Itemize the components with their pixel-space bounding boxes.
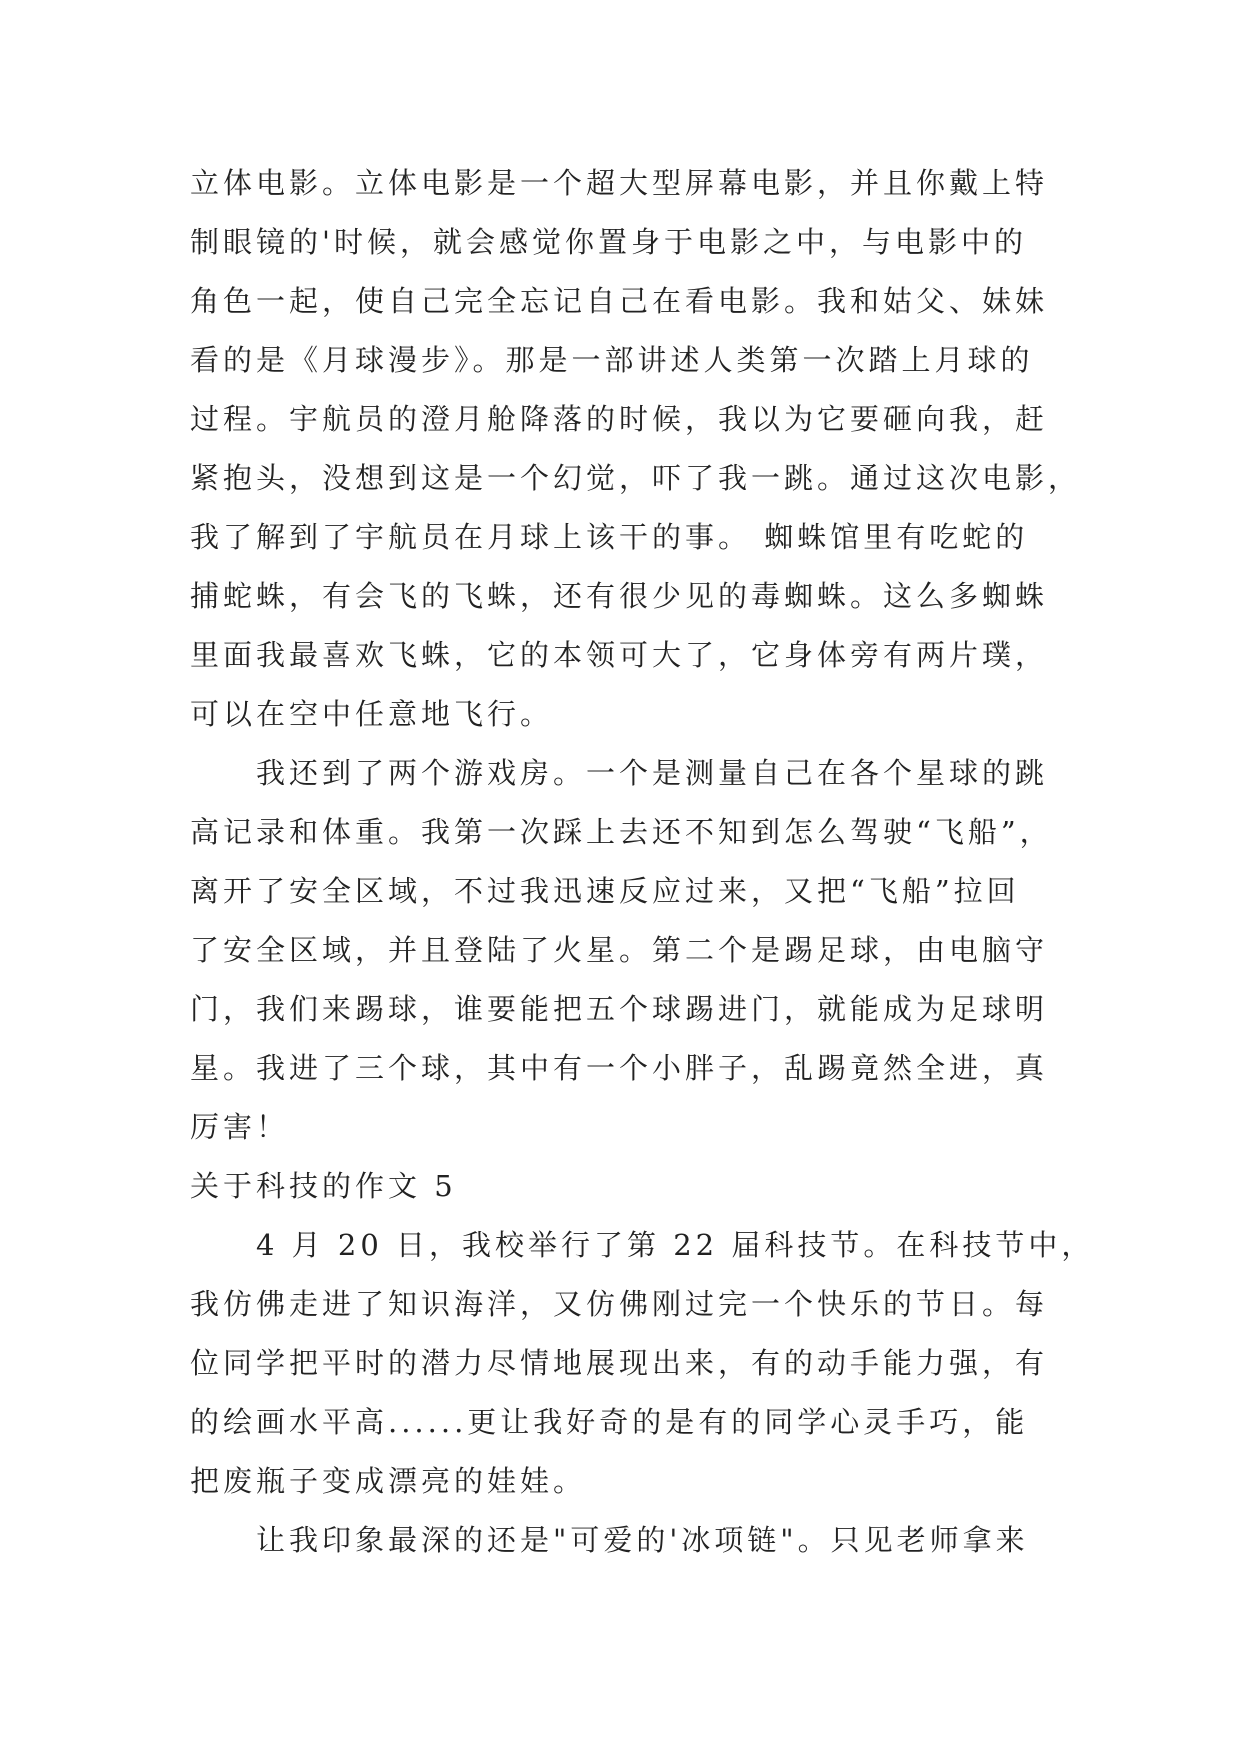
- text-line: 看的是《月球漫步》。那是一部讲述人类第一次踏上月球的: [190, 343, 1034, 377]
- text-line: 位同学把平时的潜力尽情地展现出来，有的动手能力强，有: [190, 1346, 1049, 1380]
- text-line: 的绘画水平高......更让我好奇的是有的同学心灵手巧，能: [190, 1405, 1029, 1439]
- section-heading: 关于科技的作文 5: [190, 1169, 457, 1203]
- text-line: 我了解到了宇航员在月球上该干的事。 蜘蛛馆里有吃蛇的: [190, 520, 1029, 554]
- text-line: 4 月 20 日，我校举行了第 22 届科技节。在科技节中，: [256, 1228, 1095, 1262]
- text-line: 我仿佛走进了知识海洋，又仿佛刚过完一个快乐的节日。每: [190, 1287, 1049, 1321]
- text-line: 高记录和体重。我第一次踩上去还不知到怎么驾驶“飞船”，: [190, 815, 1053, 849]
- text-line: 捕蛇蛛，有会飞的飞蛛，还有很少见的毒蜘蛛。这么多蜘蛛: [190, 579, 1049, 613]
- text-line: 离开了安全区域，不过我迅速反应过来，又把“飞船”拉回: [190, 874, 1020, 908]
- text-line: 可以在空中任意地飞行。: [190, 697, 554, 731]
- text-line: 里面我最喜欢飞蛛，它的本领可大了，它身体旁有两片璞，: [190, 638, 1049, 672]
- text-line: 了安全区域，并且登陆了火星。第二个是踢足球，由电脑守: [190, 933, 1049, 967]
- text-line: 把废瓶子变成漂亮的娃娃。: [190, 1464, 587, 1498]
- text-line: 门，我们来踢球，谁要能把五个球踢进门，就能成为足球明: [190, 992, 1049, 1026]
- text-line: 制眼镜的'时候，就会感觉你置身于电影之中，与电影中的: [190, 225, 1027, 259]
- text-line: 星。我进了三个球，其中有一个小胖子，乱踢竟然全进，真: [190, 1051, 1049, 1085]
- text-line: 我还到了两个游戏房。一个是测量自己在各个星球的跳: [256, 756, 1049, 790]
- essay-body: [190, 154, 1095, 1570]
- text-line: 角色一起，使自己完全忘记自己在看电影。我和姑父、妹妹: [190, 284, 1049, 318]
- text-line: 厉害！: [190, 1110, 290, 1144]
- text-line: 过程。宇航员的澄月舱降落的时候，我以为它要砸向我，赶: [190, 402, 1049, 436]
- text-line: 让我印象最深的还是"可爱的'冰项链"。只见老师拿来: [256, 1523, 1029, 1557]
- text-line: 立体电影。立体电影是一个超大型屏幕电影，并且你戴上特: [190, 166, 1049, 200]
- text-line: 紧抱头，没想到这是一个幻觉，吓了我一跳。通过这次电影，: [190, 461, 1082, 495]
